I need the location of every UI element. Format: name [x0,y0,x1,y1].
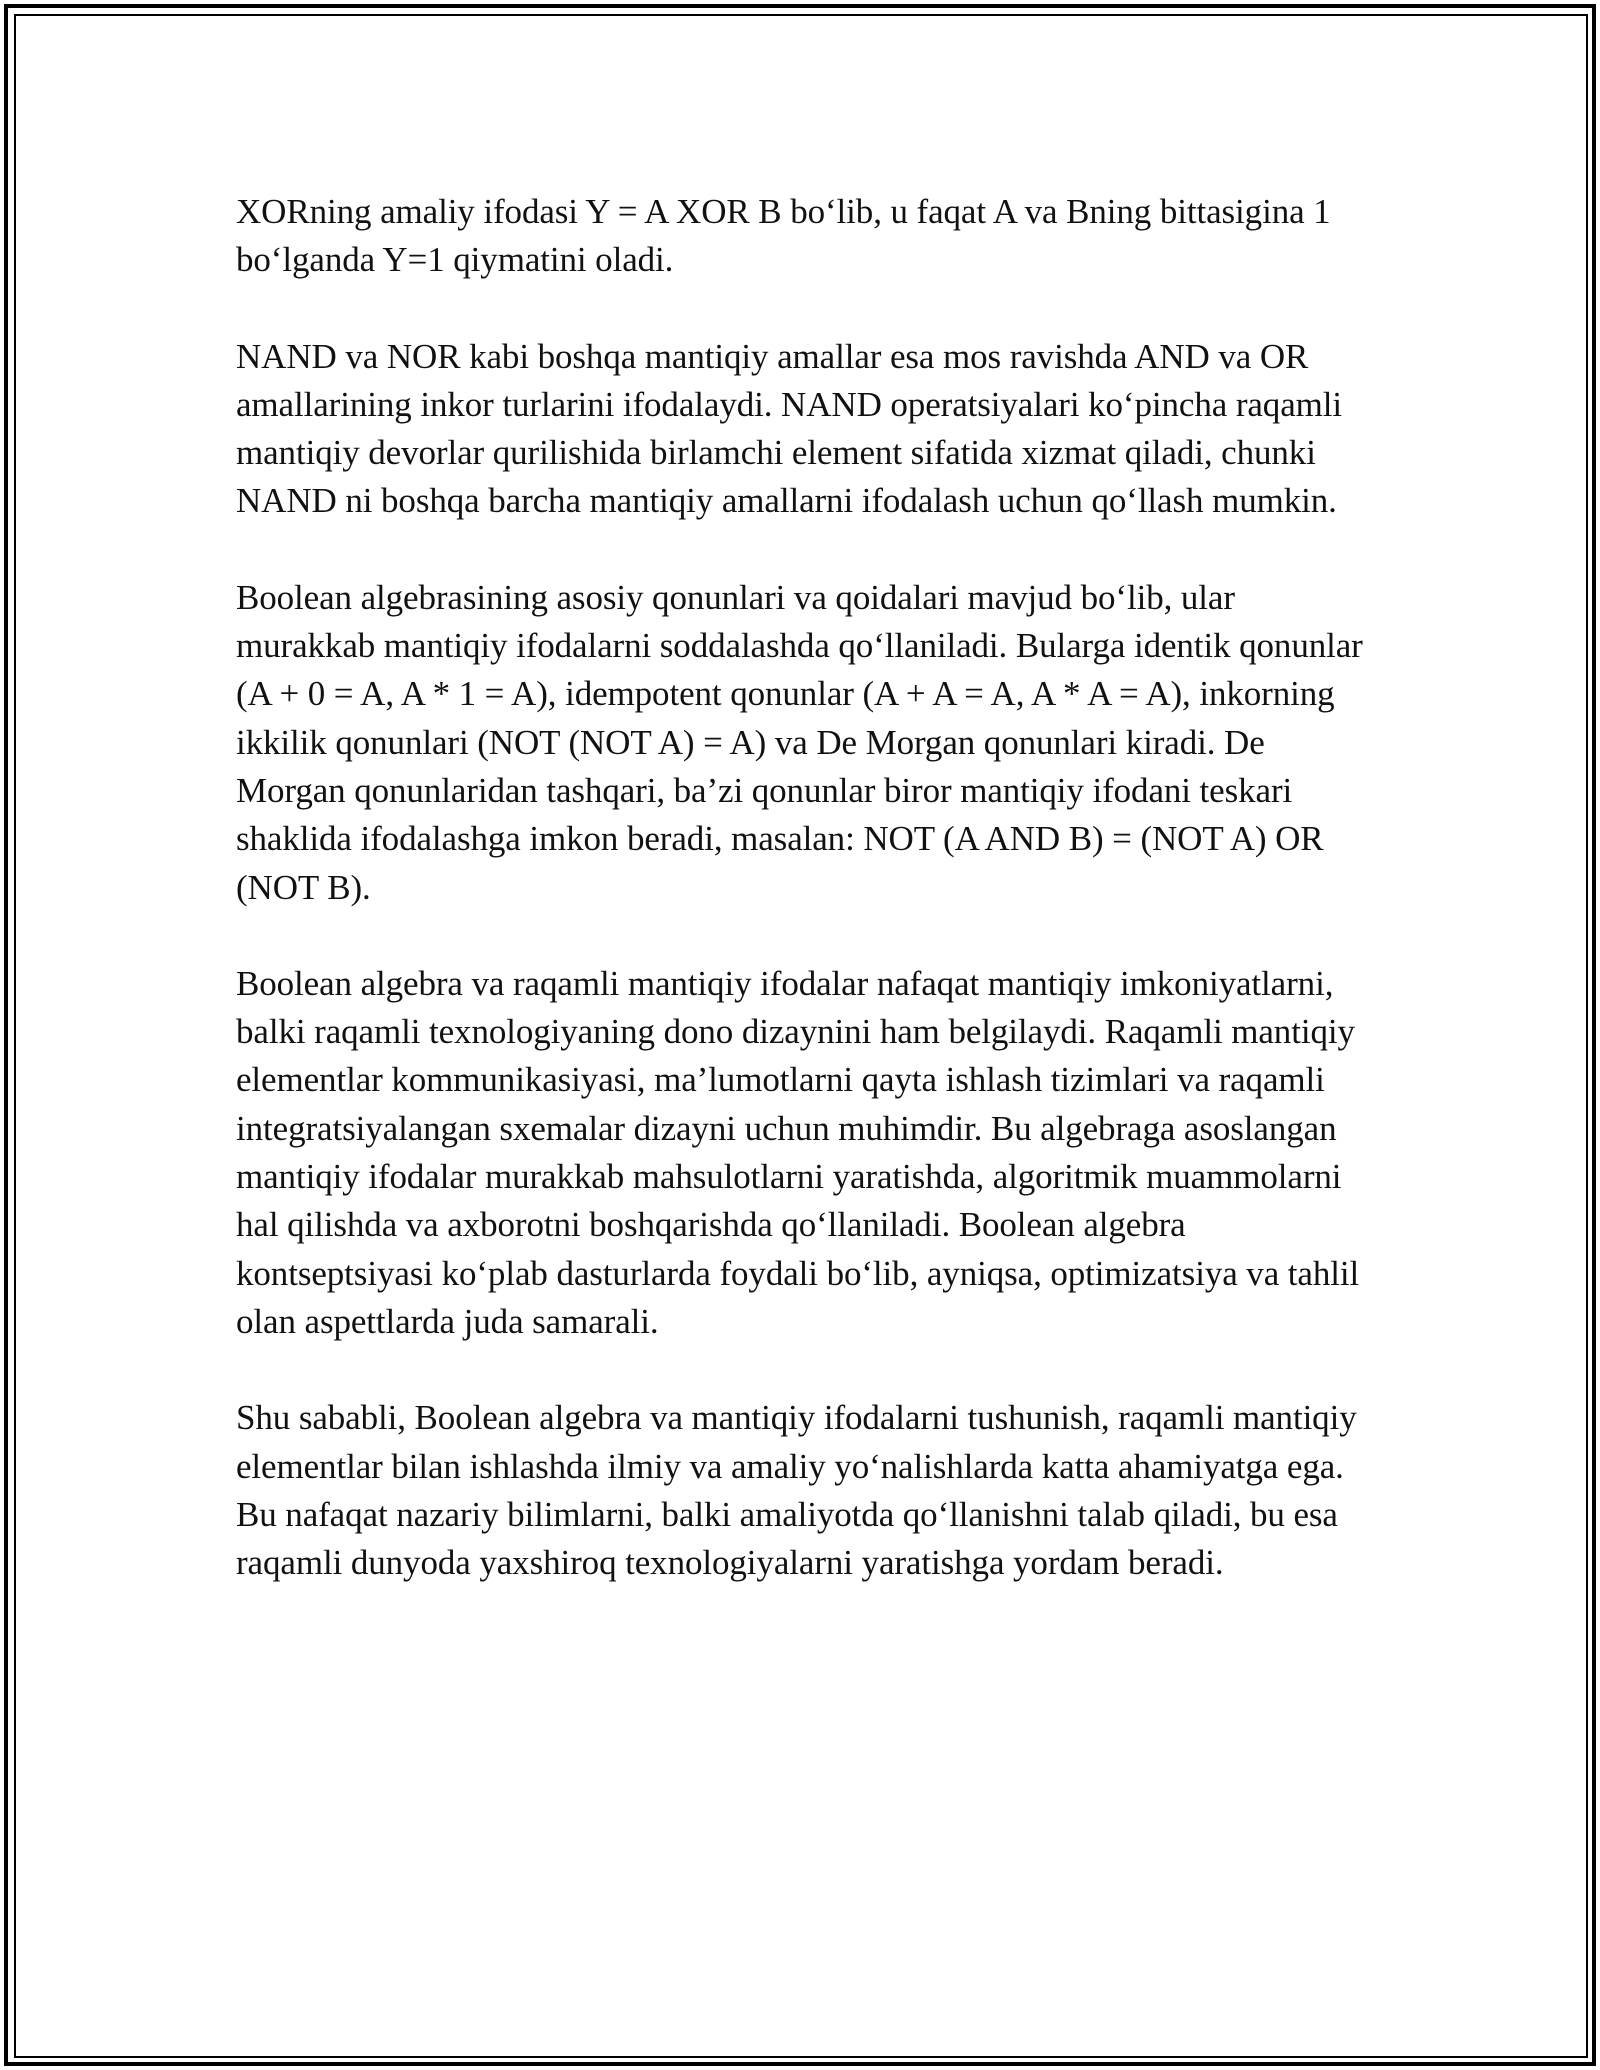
paragraph-digital-logic: Boolean algebra va raqamli mantiqiy ifodalar nafaqat mantiqiy imkoniyatlarni, balki raqamli texnologiyaning dono dizaynini ham belgilaydi. Raqamli mantiqiy elementlar kommunikasiyasi, ma’lumotlarni qayta ishlash tizimlari va raqamli integratsiyalangan sxemalar dizayni uchun muhimdir. Bu algebraga asoslangan mantiqiy ifodalar murakkab mahsulotlarni yaratishda, algoritmik muammolarni hal qilishda va axborotni boshqarishda qo‘llaniladi. Boolean algebra kontseptsiyasi ko‘plab dasturlarda foydali bo‘lib, ayniqsa, optimizatsiya va tahlil olan aspettlarda juda samarali. [236,963,1360,1341]
paragraph-xor: XORning amaliy ifodasi Y = A XOR B bo‘lib, u faqat A va Bning bittasigina 1 bo‘lganda Y=1 qiymatini oladi. [236,192,1331,280]
paragraph-conclusion: Shu sababli, Boolean algebra va mantiqiy ifodalarni tushunish, raqamli mantiqiy elementlar bilan ishlashda ilmiy va amaliy yo‘nalishlarda katta ahamiyatga ega. Bu nafaqat nazariy bilimlarni, balki amaliyotda qo‘llanishni talab qiladi, bu esa raqamli dunyoda yaxshiroq texnologiyalarni yaratishga yordam beradi. [236,1398,1357,1583]
paragraph-nand-nor: NAND va NOR kabi boshqa mantiqiy amallar esa mos ravishda AND va OR amallarining inkor turlarini ifodalaydi. NAND operatsiyalari ko‘pincha raqamli mantiqiy devorlar qurilishida birlamchi element sifatida xizmat qiladi, chunki NAND ni boshqa barcha mantiqiy amallarni ifodalash uchun qo‘llash mumkin. [236,336,1343,521]
document-body [236,188,1366,1635]
paragraph-boolean-laws: Boolean algebrasining asosiy qonunlari va qoidalari mavjud bo‘lib, ular murakkab mantiqiy ifodalarni soddalashda qo‘llaniladi. Bularga identik qonunlar (A + 0 = A, A * 1 = A), idempotent qonunlar (A + A = A, A * A = A), inkorning ikkilik qonunlari (NOT (NOT A) = A) va De Morgan qonunlari kiradi. De Morgan qonunlaridan tashqari, ba’zi qonunlar biror mantiqiy ifodani teskari shaklida ifodalashga imkon beradi, masalan: NOT (A AND B) = (NOT A) OR (NOT B). [236,577,1363,907]
